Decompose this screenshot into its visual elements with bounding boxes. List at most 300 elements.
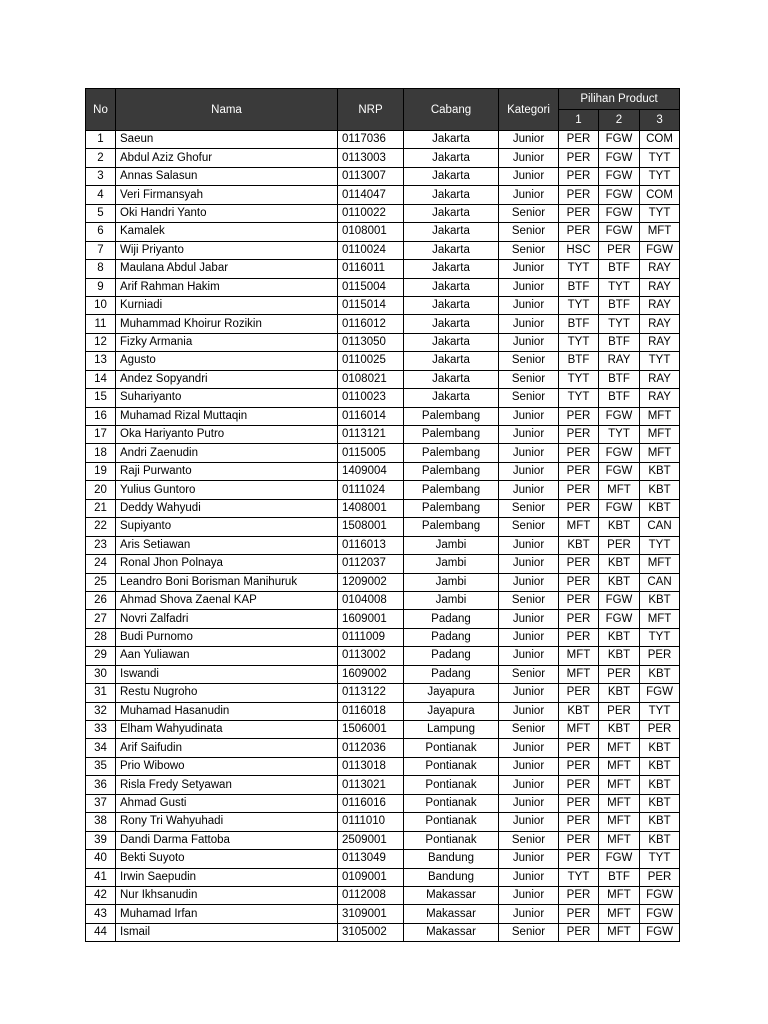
cell-nama: Rony Tri Wahyuhadi [116, 813, 338, 831]
cell-product-2: KBT [599, 518, 640, 536]
cell-cabang: Pontianak [404, 794, 499, 812]
cell-no: 36 [86, 776, 116, 794]
cell-no: 16 [86, 407, 116, 425]
cell-product-1: PER [559, 555, 599, 573]
cell-product-2: KBT [599, 721, 640, 739]
cell-cabang: Jakarta [404, 241, 499, 259]
table-row [86, 628, 680, 646]
cell-kategori: Junior [499, 647, 559, 665]
cell-product-2: FGW [599, 167, 640, 185]
cell-product-1: PER [559, 223, 599, 241]
cell-nama: Ahmad Shova Zaenal KAP [116, 591, 338, 609]
cell-product-1: PER [559, 684, 599, 702]
cell-kategori: Junior [499, 407, 559, 425]
cell-product-2: MFT [599, 813, 640, 831]
cell-product-2: BTF [599, 333, 640, 351]
header-kategori: Kategori [499, 89, 559, 131]
cell-nama: Iswandi [116, 665, 338, 683]
cell-nama: Oki Handri Yanto [116, 204, 338, 222]
table-row [86, 315, 680, 333]
cell-product-3: KBT [640, 665, 680, 683]
header-nama: Nama [116, 89, 338, 131]
cell-no: 42 [86, 886, 116, 904]
cell-nrp: 0113121 [338, 426, 404, 444]
cell-product-3: FGW [640, 905, 680, 923]
cell-cabang: Jakarta [404, 389, 499, 407]
cell-product-1: TYT [559, 370, 599, 388]
cell-nrp: 0115014 [338, 296, 404, 314]
cell-nrp: 0110023 [338, 389, 404, 407]
cell-product-1: PER [559, 426, 599, 444]
cell-nama: Kamalek [116, 223, 338, 241]
cell-product-3: KBT [640, 591, 680, 609]
cell-product-3: MFT [640, 426, 680, 444]
cell-nrp: 0112037 [338, 555, 404, 573]
cell-cabang: Makassar [404, 886, 499, 904]
cell-nrp: 0113021 [338, 776, 404, 794]
cell-no: 21 [86, 499, 116, 517]
table-row [86, 536, 680, 554]
cell-nama: Saeun [116, 131, 338, 149]
cell-kategori: Senior [499, 923, 559, 941]
cell-cabang: Makassar [404, 923, 499, 941]
cell-kategori: Senior [499, 223, 559, 241]
cell-kategori: Junior [499, 850, 559, 868]
cell-product-3: KBT [640, 813, 680, 831]
cell-nrp: 0116011 [338, 260, 404, 278]
cell-nrp: 3105002 [338, 923, 404, 941]
cell-product-2: MFT [599, 923, 640, 941]
cell-kategori: Junior [499, 702, 559, 720]
cell-product-2: MFT [599, 905, 640, 923]
cell-product-1: TYT [559, 260, 599, 278]
cell-kategori: Junior [499, 260, 559, 278]
cell-cabang: Padang [404, 628, 499, 646]
cell-nrp: 0104008 [338, 591, 404, 609]
cell-no: 39 [86, 831, 116, 849]
cell-product-3: RAY [640, 333, 680, 351]
cell-cabang: Jayapura [404, 684, 499, 702]
cell-nrp: 0113003 [338, 149, 404, 167]
cell-product-2: MFT [599, 831, 640, 849]
header-product-3: 3 [640, 110, 680, 131]
cell-nrp: 3109001 [338, 905, 404, 923]
cell-cabang: Pontianak [404, 739, 499, 757]
cell-no: 20 [86, 481, 116, 499]
header-nrp: NRP [338, 89, 404, 131]
cell-kategori: Senior [499, 499, 559, 517]
cell-product-3: PER [640, 721, 680, 739]
cell-nama: Arif Rahman Hakim [116, 278, 338, 296]
cell-nama: Yulius Guntoro [116, 481, 338, 499]
cell-cabang: Palembang [404, 407, 499, 425]
cell-product-3: MFT [640, 555, 680, 573]
table-row [86, 204, 680, 222]
cell-no: 33 [86, 721, 116, 739]
cell-product-2: BTF [599, 868, 640, 886]
table-header [86, 89, 680, 131]
cell-cabang: Jakarta [404, 370, 499, 388]
cell-kategori: Junior [499, 167, 559, 185]
table-row [86, 905, 680, 923]
table-row [86, 149, 680, 167]
cell-cabang: Jakarta [404, 260, 499, 278]
cell-kategori: Senior [499, 352, 559, 370]
cell-product-1: KBT [559, 702, 599, 720]
cell-product-2: MFT [599, 481, 640, 499]
cell-no: 43 [86, 905, 116, 923]
cell-nrp: 0111009 [338, 628, 404, 646]
cell-product-2: BTF [599, 296, 640, 314]
cell-product-3: RAY [640, 370, 680, 388]
cell-cabang: Jakarta [404, 223, 499, 241]
cell-no: 24 [86, 555, 116, 573]
cell-nama: Elham Wahyudinata [116, 721, 338, 739]
cell-product-1: PER [559, 886, 599, 904]
cell-nama: Muhamad Irfan [116, 905, 338, 923]
cell-nama: Annas Salasun [116, 167, 338, 185]
cell-nama: Supiyanto [116, 518, 338, 536]
cell-nrp: 0113002 [338, 647, 404, 665]
cell-product-3: FGW [640, 923, 680, 941]
cell-nrp: 0116013 [338, 536, 404, 554]
table-row [86, 665, 680, 683]
cell-product-2: FGW [599, 131, 640, 149]
cell-nrp: 0109001 [338, 868, 404, 886]
cell-product-1: PER [559, 813, 599, 831]
participants-table [85, 88, 680, 942]
cell-product-1: MFT [559, 647, 599, 665]
cell-nama: Nur Ikhsanudin [116, 886, 338, 904]
cell-nama: Ronal Jhon Polnaya [116, 555, 338, 573]
cell-product-3: RAY [640, 389, 680, 407]
cell-product-2: KBT [599, 628, 640, 646]
cell-product-2: KBT [599, 647, 640, 665]
cell-cabang: Palembang [404, 426, 499, 444]
cell-nama: Bekti Suyoto [116, 850, 338, 868]
cell-product-1: PER [559, 499, 599, 517]
cell-nama: Agusto [116, 352, 338, 370]
cell-nama: Ismail [116, 923, 338, 941]
cell-product-1: HSC [559, 241, 599, 259]
table-body [86, 131, 680, 942]
cell-nrp: 0113049 [338, 850, 404, 868]
cell-product-2: FGW [599, 444, 640, 462]
cell-product-1: MFT [559, 518, 599, 536]
header-no: No [86, 89, 116, 131]
cell-nama: Muhamad Rizal Muttaqin [116, 407, 338, 425]
table-row [86, 167, 680, 185]
cell-nrp: 0113018 [338, 757, 404, 775]
cell-product-2: TYT [599, 315, 640, 333]
cell-nrp: 0108001 [338, 223, 404, 241]
cell-nrp: 1506001 [338, 721, 404, 739]
table-row [86, 739, 680, 757]
cell-nrp: 0116014 [338, 407, 404, 425]
cell-kategori: Junior [499, 149, 559, 167]
cell-no: 22 [86, 518, 116, 536]
cell-nrp: 0110025 [338, 352, 404, 370]
cell-product-2: PER [599, 536, 640, 554]
cell-no: 25 [86, 573, 116, 591]
cell-product-2: BTF [599, 260, 640, 278]
cell-product-1: BTF [559, 352, 599, 370]
cell-product-3: KBT [640, 481, 680, 499]
cell-product-1: TYT [559, 296, 599, 314]
cell-no: 1 [86, 131, 116, 149]
cell-product-3: FGW [640, 684, 680, 702]
cell-product-2: BTF [599, 370, 640, 388]
cell-nama: Andri Zaenudin [116, 444, 338, 462]
cell-product-1: PER [559, 444, 599, 462]
cell-no: 27 [86, 610, 116, 628]
cell-no: 30 [86, 665, 116, 683]
cell-kategori: Junior [499, 628, 559, 646]
cell-no: 6 [86, 223, 116, 241]
cell-nrp: 0116018 [338, 702, 404, 720]
cell-nrp: 2509001 [338, 831, 404, 849]
cell-product-2: PER [599, 665, 640, 683]
cell-product-2: FGW [599, 407, 640, 425]
header-cabang: Cabang [404, 89, 499, 131]
cell-nama: Arif Saifudin [116, 739, 338, 757]
table-row [86, 831, 680, 849]
cell-product-1: TYT [559, 333, 599, 351]
cell-product-3: COM [640, 131, 680, 149]
cell-nama: Muhammad Khoirur Rozikin [116, 315, 338, 333]
cell-product-1: PER [559, 757, 599, 775]
cell-product-1: BTF [559, 278, 599, 296]
table-row [86, 296, 680, 314]
cell-nama: Leandro Boni Borisman Manihuruk [116, 573, 338, 591]
cell-product-2: PER [599, 241, 640, 259]
cell-nrp: 0113122 [338, 684, 404, 702]
cell-product-3: KBT [640, 757, 680, 775]
cell-kategori: Junior [499, 776, 559, 794]
cell-nrp: 0111024 [338, 481, 404, 499]
cell-cabang: Jakarta [404, 315, 499, 333]
table-row [86, 886, 680, 904]
cell-nama: Oka Hariyanto Putro [116, 426, 338, 444]
cell-kategori: Junior [499, 610, 559, 628]
cell-kategori: Junior [499, 186, 559, 204]
cell-no: 7 [86, 241, 116, 259]
cell-nama: Irwin Saepudin [116, 868, 338, 886]
cell-product-1: PER [559, 167, 599, 185]
cell-cabang: Jayapura [404, 702, 499, 720]
cell-no: 17 [86, 426, 116, 444]
cell-nama: Restu Nugroho [116, 684, 338, 702]
cell-product-3: KBT [640, 794, 680, 812]
cell-nama: Veri Firmansyah [116, 186, 338, 204]
cell-no: 9 [86, 278, 116, 296]
cell-product-2: TYT [599, 278, 640, 296]
cell-product-1: PER [559, 149, 599, 167]
cell-product-1: PER [559, 628, 599, 646]
table-row [86, 352, 680, 370]
cell-nrp: 0113007 [338, 167, 404, 185]
cell-product-3: PER [640, 868, 680, 886]
cell-no: 5 [86, 204, 116, 222]
cell-cabang: Padang [404, 665, 499, 683]
cell-product-1: PER [559, 905, 599, 923]
cell-kategori: Junior [499, 481, 559, 499]
cell-product-2: TYT [599, 426, 640, 444]
cell-nama: Abdul Aziz Ghofur [116, 149, 338, 167]
cell-product-1: PER [559, 794, 599, 812]
cell-product-3: MFT [640, 407, 680, 425]
cell-nama: Aris Setiawan [116, 536, 338, 554]
cell-product-2: FGW [599, 850, 640, 868]
cell-product-2: BTF [599, 389, 640, 407]
cell-kategori: Senior [499, 591, 559, 609]
cell-product-3: CAN [640, 518, 680, 536]
cell-product-3: KBT [640, 831, 680, 849]
cell-no: 37 [86, 794, 116, 812]
cell-no: 31 [86, 684, 116, 702]
table-row [86, 776, 680, 794]
cell-nama: Novri Zalfadri [116, 610, 338, 628]
cell-product-3: KBT [640, 776, 680, 794]
cell-product-1: PER [559, 776, 599, 794]
cell-kategori: Junior [499, 739, 559, 757]
cell-product-1: PER [559, 610, 599, 628]
cell-kategori: Senior [499, 518, 559, 536]
cell-no: 11 [86, 315, 116, 333]
cell-cabang: Lampung [404, 721, 499, 739]
cell-product-2: FGW [599, 462, 640, 480]
cell-nama: Aan Yuliawan [116, 647, 338, 665]
cell-product-1: PER [559, 739, 599, 757]
cell-cabang: Jakarta [404, 167, 499, 185]
cell-kategori: Junior [499, 333, 559, 351]
table-row [86, 610, 680, 628]
cell-nama: Deddy Wahyudi [116, 499, 338, 517]
cell-no: 12 [86, 333, 116, 351]
cell-kategori: Senior [499, 389, 559, 407]
cell-nrp: 0113050 [338, 333, 404, 351]
table-row [86, 573, 680, 591]
table-row [86, 389, 680, 407]
table-row [86, 647, 680, 665]
cell-product-3: RAY [640, 296, 680, 314]
cell-product-3: TYT [640, 850, 680, 868]
cell-product-3: TYT [640, 149, 680, 167]
cell-cabang: Palembang [404, 444, 499, 462]
table-row [86, 591, 680, 609]
table-row [86, 850, 680, 868]
cell-product-3: MFT [640, 610, 680, 628]
cell-nama: Raji Purwanto [116, 462, 338, 480]
cell-product-3: TYT [640, 167, 680, 185]
table-row [86, 462, 680, 480]
cell-product-3: RAY [640, 278, 680, 296]
cell-kategori: Junior [499, 684, 559, 702]
cell-nrp: 0115005 [338, 444, 404, 462]
cell-cabang: Padang [404, 610, 499, 628]
cell-no: 38 [86, 813, 116, 831]
cell-kategori: Senior [499, 241, 559, 259]
cell-nama: Ahmad Gusti [116, 794, 338, 812]
cell-no: 23 [86, 536, 116, 554]
cell-nrp: 0112008 [338, 886, 404, 904]
cell-product-2: FGW [599, 186, 640, 204]
cell-kategori: Senior [499, 370, 559, 388]
cell-product-3: TYT [640, 204, 680, 222]
cell-product-3: TYT [640, 628, 680, 646]
cell-product-1: PER [559, 831, 599, 849]
cell-no: 26 [86, 591, 116, 609]
table-row [86, 923, 680, 941]
cell-nrp: 0108021 [338, 370, 404, 388]
cell-cabang: Pontianak [404, 757, 499, 775]
cell-kategori: Junior [499, 315, 559, 333]
cell-nrp: 1409004 [338, 462, 404, 480]
cell-cabang: Jakarta [404, 296, 499, 314]
cell-no: 15 [86, 389, 116, 407]
cell-product-2: MFT [599, 886, 640, 904]
cell-kategori: Senior [499, 665, 559, 683]
cell-no: 41 [86, 868, 116, 886]
cell-cabang: Jambi [404, 573, 499, 591]
table-row [86, 241, 680, 259]
cell-kategori: Junior [499, 278, 559, 296]
cell-product-1: TYT [559, 868, 599, 886]
cell-no: 19 [86, 462, 116, 480]
cell-product-3: RAY [640, 315, 680, 333]
cell-nama: Kurniadi [116, 296, 338, 314]
cell-product-3: TYT [640, 702, 680, 720]
cell-nrp: 0116012 [338, 315, 404, 333]
cell-cabang: Jakarta [404, 186, 499, 204]
cell-product-3: TYT [640, 536, 680, 554]
cell-kategori: Junior [499, 131, 559, 149]
cell-product-2: KBT [599, 684, 640, 702]
cell-cabang: Jakarta [404, 278, 499, 296]
cell-no: 40 [86, 850, 116, 868]
cell-kategori: Senior [499, 721, 559, 739]
cell-cabang: Makassar [404, 905, 499, 923]
cell-product-1: PER [559, 462, 599, 480]
cell-product-2: FGW [599, 204, 640, 222]
cell-product-3: KBT [640, 499, 680, 517]
cell-no: 32 [86, 702, 116, 720]
cell-product-3: CAN [640, 573, 680, 591]
cell-product-2: KBT [599, 573, 640, 591]
cell-nrp: 1609001 [338, 610, 404, 628]
cell-kategori: Junior [499, 426, 559, 444]
cell-cabang: Jambi [404, 536, 499, 554]
cell-kategori: Senior [499, 204, 559, 222]
header-product-2: 2 [599, 110, 640, 131]
cell-nama: Fizky Armania [116, 333, 338, 351]
header-product-1: 1 [559, 110, 599, 131]
header-pilihan-product: Pilihan Product [559, 89, 680, 110]
cell-nama: Maulana Abdul Jabar [116, 260, 338, 278]
table-row [86, 426, 680, 444]
cell-nrp: 1508001 [338, 518, 404, 536]
cell-kategori: Junior [499, 905, 559, 923]
cell-nrp: 1609002 [338, 665, 404, 683]
cell-cabang: Jambi [404, 555, 499, 573]
table-row [86, 499, 680, 517]
cell-nama: Risla Fredy Setyawan [116, 776, 338, 794]
cell-product-1: PER [559, 850, 599, 868]
cell-no: 13 [86, 352, 116, 370]
cell-cabang: Jakarta [404, 333, 499, 351]
cell-cabang: Bandung [404, 850, 499, 868]
cell-cabang: Jambi [404, 591, 499, 609]
